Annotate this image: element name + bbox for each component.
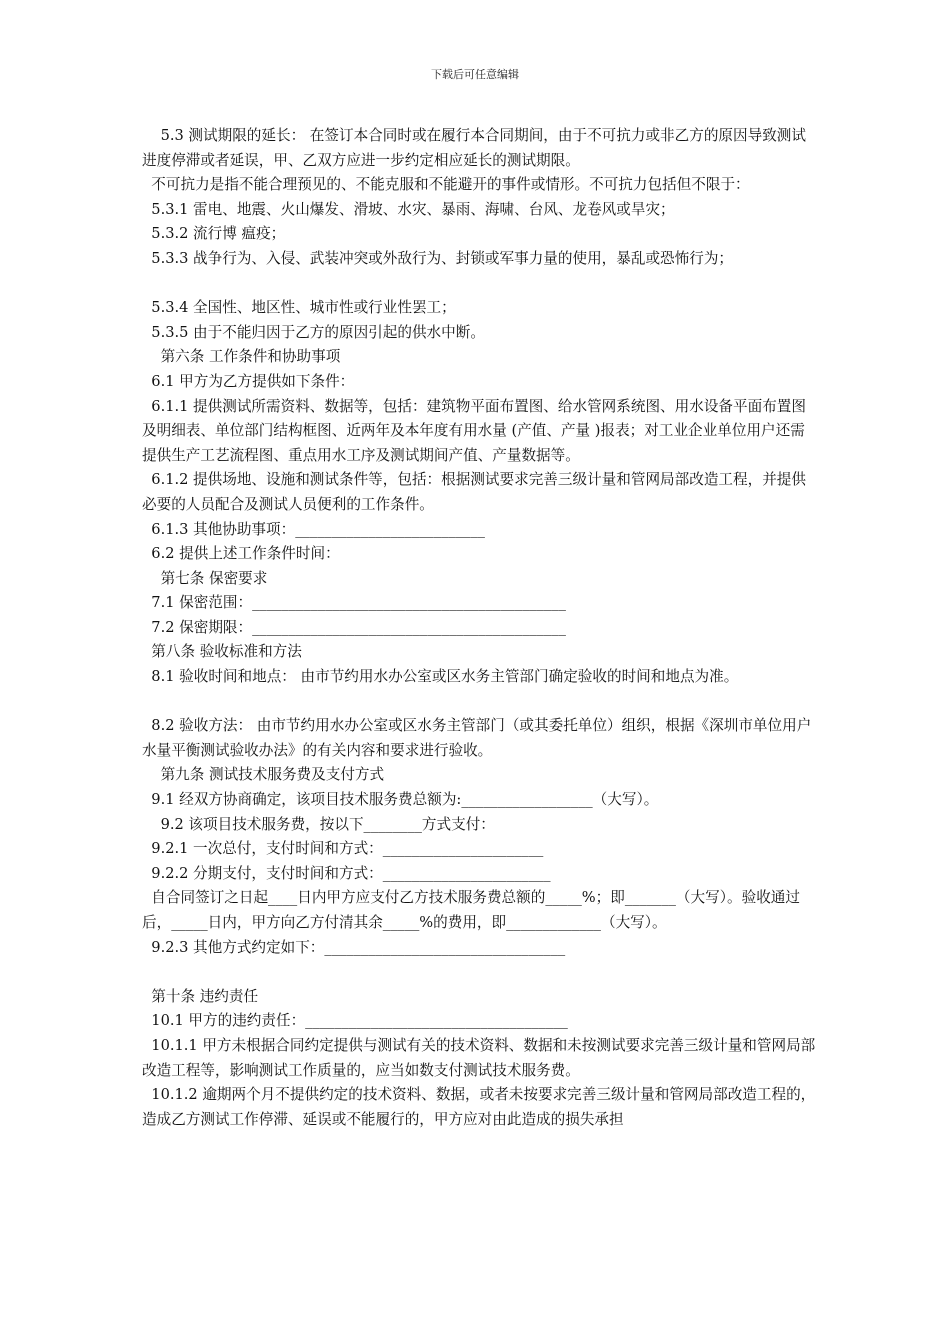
paragraph: 5.3.4 全国性、地区性、城市性或行业性罢工；: [142, 299, 456, 317]
section-heading: 第六条 工作条件和协助事项: [142, 348, 341, 366]
paragraph: 6.1.1 提供测试所需资料、数据等，包括：建筑物平面布置图、给水管网系统图、用水设备平面布置图及明细表、单位部门结构框图、近两年及本年度有用水量 (产值、产量 )报表；对工业企业单位用户还需提供生产工艺流程图、重点用水工序及测试期间产值、产量数据等。: [142, 397, 806, 464]
paragraph: 8.2 验收方法： 由市节约用水办公室或区水务主管部门（或其委托单位）组织，根据《深圳市单位用户水量平衡测试验收办法》的有关内容和要求进行验收。: [142, 717, 812, 759]
paragraph: 5.3.1 雷电、地震、火山爆发、滑坡、水灾、暴雨、海啸、台风、龙卷风或旱灾；: [142, 200, 675, 218]
paragraph: 7.1 保密范围：___________________________________________: [142, 594, 566, 612]
page-header: 下载后可任意编辑: [431, 68, 519, 81]
paragraph: 5.3.2 流行博 瘟疫；: [142, 225, 286, 243]
blank-line: [142, 960, 818, 985]
paragraph: 6.1 甲方为乙方提供如下条件：: [142, 372, 355, 390]
paragraph: 8.1 验收时间和地点： 由市节约用水办公室或区水务主管部门确定验收的时间和地点为准。: [142, 668, 739, 686]
paragraph: 9.1 经双方协商确定，该项目技术服务费总额为:__________________（大写）。: [142, 791, 659, 809]
paragraph: 5.3.5 由于不能归因于乙方的原因引起的供水中断。: [142, 323, 485, 341]
blank-line: [142, 272, 818, 297]
paragraph: 6.1.3 其他协助事项：__________________________: [142, 520, 485, 538]
paragraph: 5.3.3 战争行为、入侵、武装冲突或外敌行为、封锁或军事力量的使用，暴乱或恐怖行为；: [142, 249, 734, 267]
section-heading: 第十条 违约责任: [142, 987, 259, 1005]
paragraph: 10.1.1 甲方未根据合同约定提供与测试有关的技术资料、数据和未按测试要求完善三级计量和管网局部改造工程等，影响测试工作质量的，应当如数支付测试技术服务费。: [142, 1036, 816, 1079]
paragraph: 9.2 该项目技术服务费，按以下________方式支付：: [142, 815, 495, 833]
document-body: [142, 124, 818, 1132]
paragraph: 10.1 甲方的违约责任：____________________________________: [142, 1012, 568, 1030]
section-heading: 第九条 测试技术服务费及支付方式: [142, 766, 385, 784]
blank-line: [142, 690, 818, 715]
paragraph: 自合同签订之日起____日内甲方应支付乙方技术服务费总额的_____%；即_______（大写）。验收通过后，_____日内，甲方向乙方付清其余_____%的费用，即_____________（大写）。: [142, 889, 800, 931]
paragraph: 6.1.2 提供场地、设施和测试条件等，包括：根据测试要求完善三级计量和管网局部改造工程，并提供必要的人员配合及测试人员便利的工作条件。: [142, 471, 806, 513]
paragraph: 10.1.2 逾期两个月不提供约定的技术资料、数据，或者未按要求完善三级计量和管网局部改造工程的，造成乙方测试工作停滞、延误或不能履行的，甲方应对由此造成的损失承担: [142, 1086, 816, 1128]
section-heading: 第七条 保密要求: [142, 569, 268, 587]
paragraph: 不可抗力是指不能合理预见的、不能克服和不能避开的事件或情形。不可抗力包括但不限于：: [142, 176, 750, 194]
paragraph: 6.2 提供上述工作条件时间：: [142, 545, 340, 563]
paragraph: 9.2.3 其他方式约定如下：_________________________________: [142, 938, 566, 956]
paragraph: 9.2.2 分期支付，支付时间和方式：_______________________: [142, 864, 551, 882]
paragraph: 9.2.1 一次总付，支付时间和方式：______________________: [142, 840, 544, 858]
paragraph: 7.2 保密期限：___________________________________________: [142, 618, 566, 636]
paragraph: 5.3 测试期限的延长： 在签订本合同时或在履行本合同期间，由于不可抗力或非乙方的原因导致测试进度停滞或者延误，甲、乙双方应进一步约定相应延长的测试期限。: [142, 127, 806, 169]
section-heading: 第八条 验收标准和方法: [142, 643, 302, 661]
